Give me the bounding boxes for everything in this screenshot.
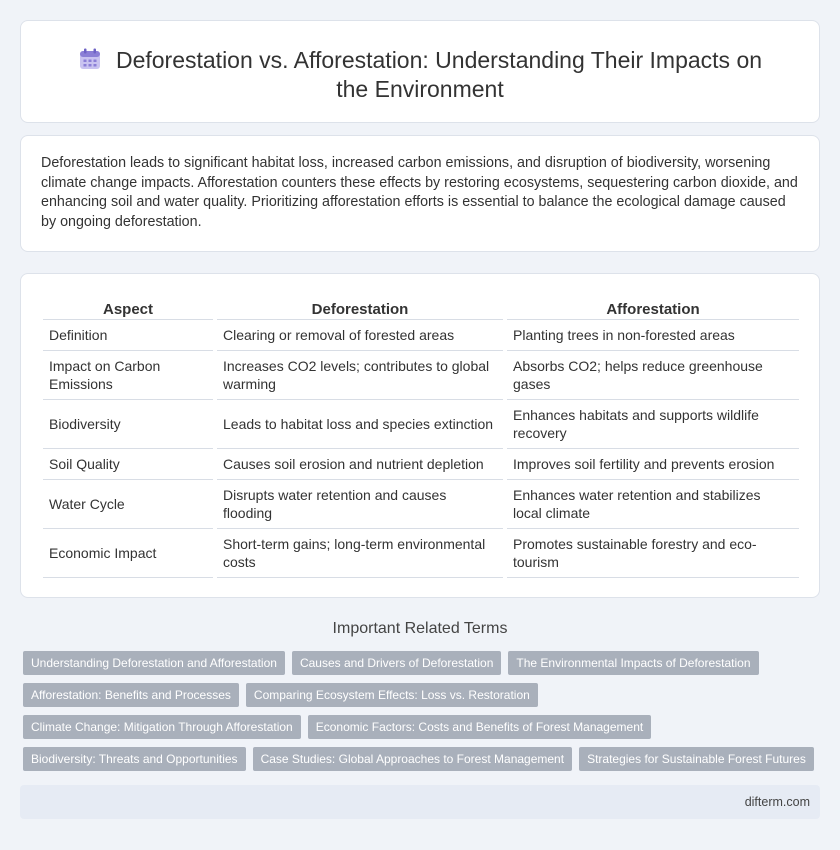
table-row bbox=[43, 400, 799, 449]
cell-aspect: Economic Impact bbox=[43, 529, 213, 578]
cell-afforestation: Planting trees in non-forested areas bbox=[507, 320, 799, 351]
cell-afforestation: Improves soil fertility and prevents erosion bbox=[507, 449, 799, 480]
cell-deforestation: Clearing or removal of forested areas bbox=[217, 320, 503, 351]
page-title bbox=[61, 46, 779, 104]
cell-deforestation: Causes soil erosion and nutrient depletion bbox=[217, 449, 503, 480]
related-terms-title: Important Related Terms bbox=[332, 620, 508, 637]
related-term-tag[interactable]: Case Studies: Global Approaches to Forest Management bbox=[253, 747, 573, 771]
related-term-tag[interactable]: Strategies for Sustainable Forest Futures bbox=[579, 747, 814, 771]
related-term-tag[interactable]: The Environmental Impacts of Deforestation bbox=[508, 651, 758, 675]
cell-afforestation: Enhances water retention and stabilizes local climate bbox=[507, 480, 799, 529]
cell-aspect: Biodiversity bbox=[43, 400, 213, 449]
cell-afforestation: Promotes sustainable forestry and eco-tourism bbox=[507, 529, 799, 578]
header-afforestation: Afforestation bbox=[507, 296, 799, 320]
table-row bbox=[43, 480, 799, 529]
summary-card bbox=[20, 135, 820, 252]
related-term-tag[interactable]: Understanding Deforestation and Afforestation bbox=[23, 651, 285, 675]
cell-deforestation: Disrupts water retention and causes flooding bbox=[217, 480, 503, 529]
cell-deforestation: Increases CO2 levels; contributes to global warming bbox=[217, 351, 503, 400]
cell-deforestation: Leads to habitat loss and species extinction bbox=[217, 400, 503, 449]
related-term-tag[interactable]: Biodiversity: Threats and Opportunities bbox=[23, 747, 246, 771]
footer bbox=[20, 785, 820, 819]
cell-afforestation: Absorbs CO2; helps reduce greenhouse gases bbox=[507, 351, 799, 400]
calendar-icon bbox=[78, 47, 102, 71]
summary-text: Deforestation leads to significant habitat loss, increased carbon emissions, and disruption of biodiversity, worsening climate change impacts. Afforestation counters these effects by restoring ecosystems, sequestering carbon dioxide, and enhancing soil and water quality. Prioritizing afforestation efforts is essential to balance the ecological damage caused by ongoing deforestation. bbox=[41, 155, 798, 230]
related-term-tag[interactable]: Comparing Ecosystem Effects: Loss vs. Restoration bbox=[246, 683, 538, 707]
table-row bbox=[43, 351, 799, 400]
cell-deforestation: Short-term gains; long-term environmental costs bbox=[217, 529, 503, 578]
cell-aspect: Soil Quality bbox=[43, 449, 213, 480]
cell-aspect: Impact on Carbon Emissions bbox=[43, 351, 213, 400]
table-header-row bbox=[43, 296, 799, 320]
cell-aspect: Water Cycle bbox=[43, 480, 213, 529]
table-row bbox=[43, 449, 799, 480]
related-term-tag[interactable]: Afforestation: Benefits and Processes bbox=[23, 683, 239, 707]
header-aspect: Aspect bbox=[43, 296, 213, 320]
related-terms-list bbox=[23, 651, 823, 779]
page-title-text: Deforestation vs. Afforestation: Understanding Their Impacts on the Environment bbox=[115, 47, 763, 102]
title-card bbox=[20, 20, 820, 123]
cell-afforestation: Enhances habitats and supports wildlife recovery bbox=[507, 400, 799, 449]
comparison-table-card bbox=[20, 273, 820, 598]
header-deforestation: Deforestation bbox=[217, 296, 503, 320]
comparison-table bbox=[43, 296, 799, 578]
footer-site-link[interactable]: difterm.com bbox=[744, 795, 810, 809]
related-term-tag[interactable]: Climate Change: Mitigation Through Afforestation bbox=[23, 715, 301, 739]
related-term-tag[interactable]: Causes and Drivers of Deforestation bbox=[292, 651, 501, 675]
table-row bbox=[43, 320, 799, 351]
table-row bbox=[43, 529, 799, 578]
related-term-tag[interactable]: Economic Factors: Costs and Benefits of Forest Management bbox=[308, 715, 651, 739]
cell-aspect: Definition bbox=[43, 320, 213, 351]
